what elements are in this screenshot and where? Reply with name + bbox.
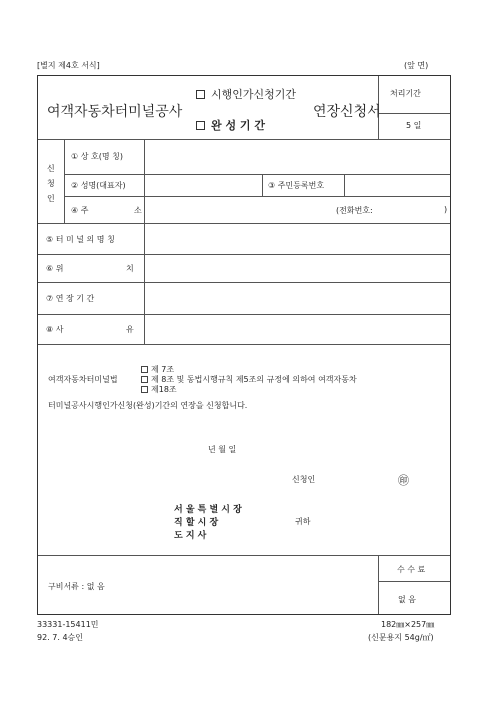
trade-name-label: ① 상 호(명 칭) (71, 152, 123, 161)
address-field[interactable] (146, 198, 336, 220)
option-completion-period (196, 117, 265, 133)
processing-period-label: 처리기간 (390, 89, 421, 98)
reason-label-end: 유 (126, 325, 134, 334)
name-label: ② 성명(대표자) (71, 181, 126, 190)
article-7-label: 제 7조 (151, 365, 175, 374)
extension-period-field[interactable] (146, 284, 448, 312)
form-title-suffix: 연장신청서 (313, 104, 381, 120)
processing-period-value: 5 일 (406, 121, 422, 130)
checkbox-article-7[interactable] (141, 366, 148, 373)
resident-number-label: ③ 주민등록번호 (268, 181, 325, 190)
attachments-note: 구비서류 : 없 음 (48, 582, 105, 591)
document-code: 33331-15411민 (37, 620, 99, 629)
terminal-name-label: ⑤ 터 미 널 의 명 칭 (46, 235, 115, 244)
option-completion-period-label: 완 성 기 간 (211, 119, 265, 132)
reason-field[interactable] (146, 316, 448, 342)
applicant-signature-label: 신청인 (292, 475, 316, 484)
article-18-option (141, 384, 177, 395)
fee-label: 수 수 료 (397, 565, 426, 574)
authority-seoul: 서 울 특 별 시 장 (174, 505, 242, 515)
application-form (37, 75, 451, 615)
resident-number-field[interactable] (346, 176, 448, 194)
applicant-group-label-2: 청 (47, 179, 55, 188)
declaration-line-2: 터미널공사시행인가신청(완성)기간의 연장을 신청합니다. (48, 401, 248, 410)
trade-name-field[interactable] (146, 142, 448, 172)
checkbox-article-18[interactable] (141, 386, 148, 393)
extension-period-label: ⑦ 연 장 기 간 (46, 294, 95, 303)
applicant-group-label-3: 인 (47, 194, 55, 203)
location-label: ⑥ 위 (46, 264, 64, 273)
authority-province: 도 지 사 (174, 531, 207, 541)
authority-metro-city: 직 할 시 장 (174, 518, 219, 528)
fee-value: 없 음 (398, 595, 416, 604)
location-label-end: 치 (126, 264, 134, 273)
name-field[interactable] (146, 176, 260, 194)
checkbox-completion-period[interactable] (196, 121, 205, 130)
law-name: 여객자동차터미널법 (48, 375, 118, 384)
approval-date: 92. 7. 4승인 (37, 633, 83, 642)
form-title: 여객자동차터미널공사 (47, 104, 183, 120)
option-permit-period-label: 시행인가신청기간 (211, 88, 297, 101)
address-label: ④ 주 (71, 206, 89, 215)
article-18-label: 제18조 (151, 385, 177, 394)
reason-label: ⑧ 사 (46, 325, 64, 334)
applicant-group-label-1: 신 (47, 164, 55, 173)
phone-close: ) (444, 205, 448, 214)
phone-label: (전화번호: (336, 206, 373, 215)
paper-type: (신문용지 54g/㎡) (368, 633, 434, 642)
seal-mark: ㊞ (398, 474, 409, 487)
option-permit-period (196, 86, 296, 102)
recipient-honorific: 귀하 (295, 517, 311, 526)
checkbox-permit-period[interactable] (196, 90, 205, 99)
terminal-name-field[interactable] (146, 226, 448, 252)
date-line: 년 월 일 (208, 445, 237, 454)
page-side: (앞 면) (404, 61, 429, 70)
form-number: [별지 제4호 서식] (37, 61, 100, 70)
address-label-end: 소 (134, 206, 142, 215)
checkbox-article-8[interactable] (141, 376, 148, 383)
location-field[interactable] (146, 256, 448, 280)
paper-size: 182㎜×257㎜ (381, 620, 435, 629)
article-8-label: 제 8조 및 동법시행규칙 제5조의 규정에 의하여 여객자동차 (151, 375, 357, 384)
